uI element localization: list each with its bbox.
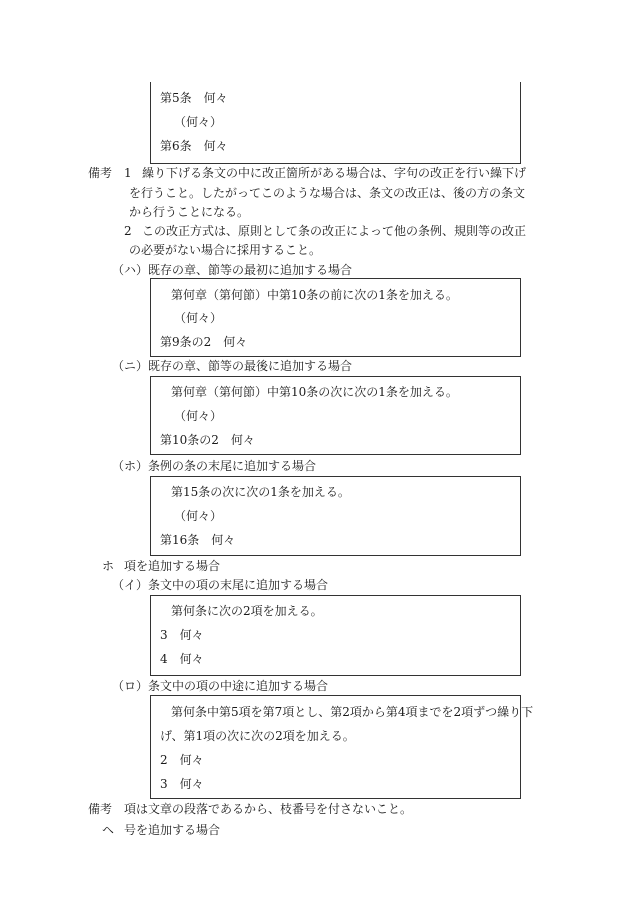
box-line: 3 何々 — [160, 628, 204, 642]
section-marker: （イ） — [112, 578, 149, 592]
remark-text-line: の必要がない場合に採用すること。 — [129, 243, 322, 257]
section-marker: （ハ） — [112, 263, 149, 277]
box-line: 第5条 何々 — [160, 91, 228, 105]
section-heading: 条文中の項の末尾に追加する場合 — [148, 578, 329, 592]
section-marker: （ロ） — [112, 679, 149, 693]
box-line: 第6条 何々 — [160, 139, 228, 153]
box-line: 第何条に次の2項を加える。 — [171, 604, 323, 618]
section-marker: ホ — [102, 559, 115, 573]
box-line: （何々） — [174, 509, 223, 523]
remark-text-line: を行うこと。したがってこのような場合は、条文の改正は、後の方の条文 — [129, 186, 526, 200]
section-heading: 号を追加する場合 — [124, 823, 221, 837]
section-marker: ヘ — [102, 823, 115, 837]
box-line: 4 何々 — [160, 652, 204, 666]
box-line: （何々） — [174, 115, 223, 129]
box-line: 2 何々 — [160, 753, 204, 767]
remark-text-line: この改正方式は、原則として条の改正によって他の条例、規則等の改正 — [142, 224, 527, 238]
remark-text-line: 項は文章の段落であるから、枝番号を付さないこと。 — [124, 802, 413, 816]
box-line: げ、第1項の次に次の2項を加える。 — [160, 729, 355, 743]
box-line: 第何条中第5項を第7項とし、第2項から第4項までを2項ずつ繰り下 — [171, 705, 534, 719]
section-marker: （ニ） — [112, 359, 149, 373]
box-line: 第何章（第何節）中第10条の次に次の1条を加える。 — [171, 385, 458, 399]
section-heading: 項を追加する場合 — [124, 559, 221, 573]
remark-item-number: 1 — [124, 166, 132, 180]
box-line: 第何章（第何節）中第10条の前に次の1条を加える。 — [171, 288, 458, 302]
box-line: 3 何々 — [160, 777, 204, 791]
section-heading: 条文中の項の中途に追加する場合 — [148, 679, 329, 693]
box-line: 第15条の次に次の1条を加える。 — [171, 485, 350, 499]
box-line: （何々） — [174, 311, 223, 325]
box-line: 第10条の2 何々 — [160, 433, 255, 447]
section-heading: 条例の条の末尾に追加する場合 — [148, 459, 317, 473]
remark-label: 備考 — [88, 802, 113, 816]
remark-item-number: 2 — [124, 224, 132, 238]
section-heading: 既存の章、節等の最後に追加する場合 — [148, 359, 353, 373]
box-line: （何々） — [174, 409, 223, 423]
remark-text-line: 繰り下げる条文の中に改正箇所がある場合は、字句の改正を行い繰下げ — [142, 166, 527, 180]
box-line: 第16条 何々 — [160, 533, 236, 547]
section-heading: 既存の章、節等の最初に追加する場合 — [148, 263, 353, 277]
section-marker: （ホ） — [112, 459, 149, 473]
box-line: 第9条の2 何々 — [160, 335, 248, 349]
remark-label: 備考 — [88, 166, 113, 180]
remark-text-line: から行うことになる。 — [129, 205, 250, 219]
